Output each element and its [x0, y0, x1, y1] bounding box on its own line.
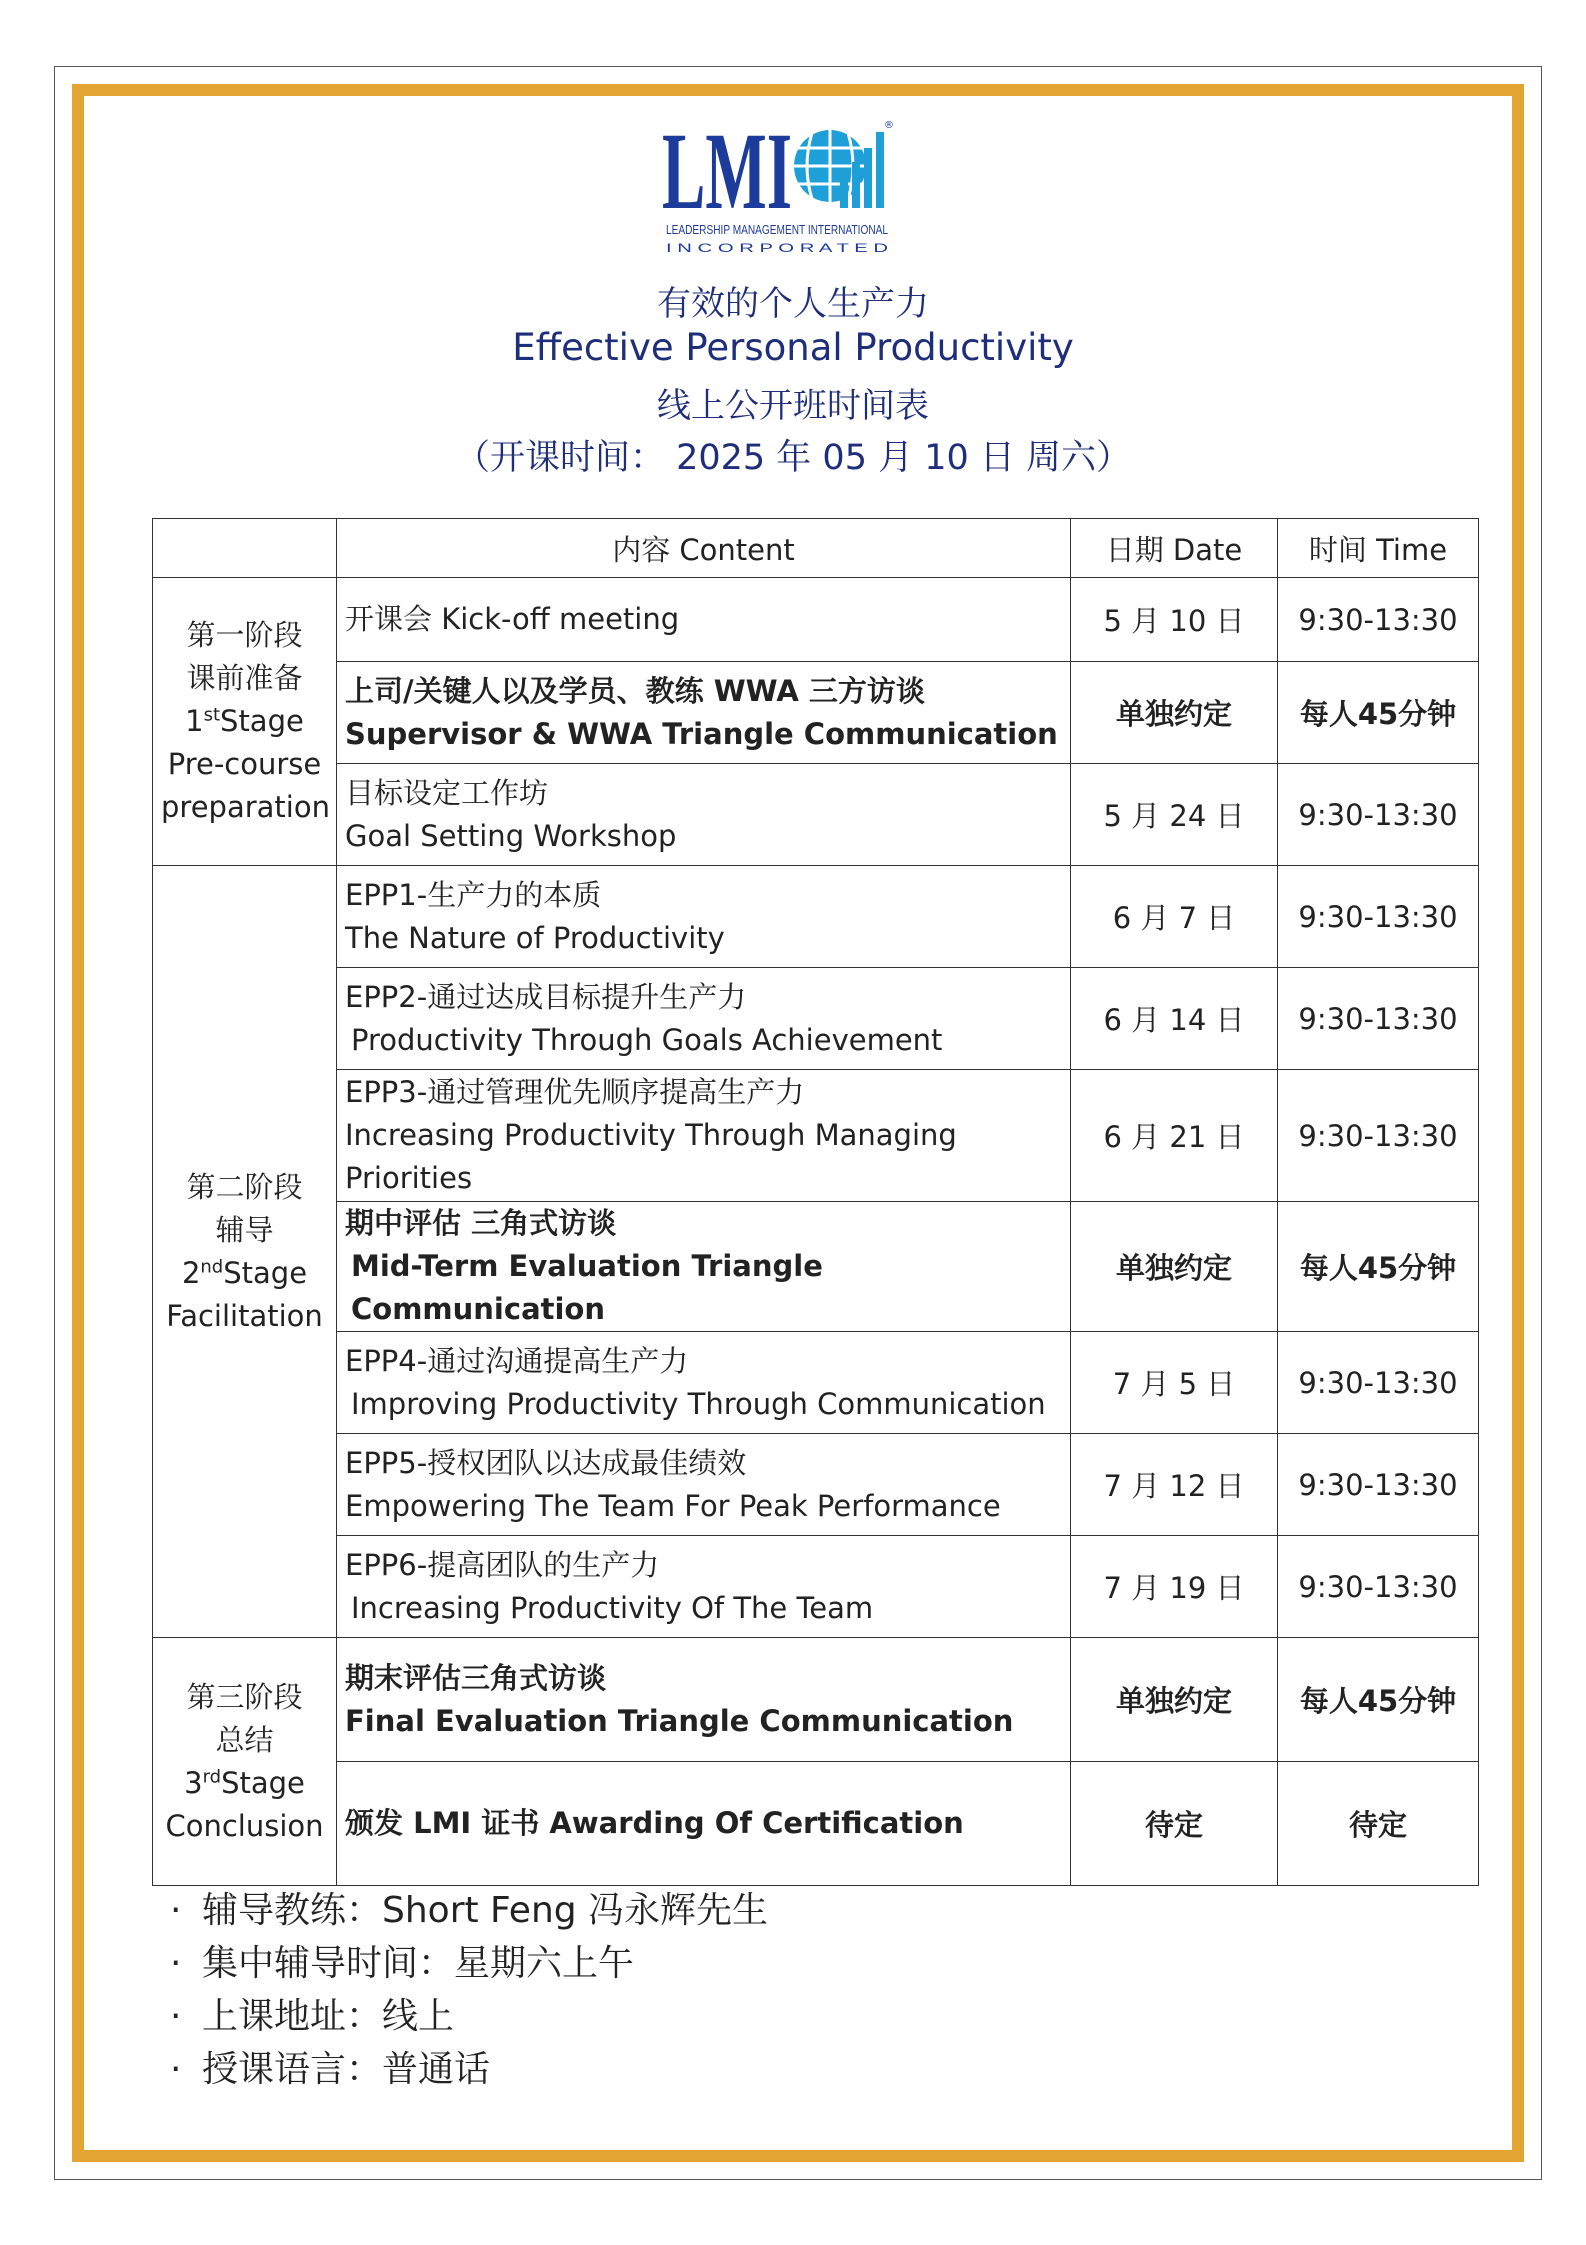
content-cell: 期末评估三角式访谈 Final Evaluation Triangle Communication — [337, 1638, 1071, 1762]
header-content: 内容 Content — [337, 519, 1071, 578]
stage-label-num: 2ndStage — [181, 1255, 308, 1290]
date-cell: 单独约定 — [1071, 1202, 1278, 1332]
table-row — [153, 1434, 1479, 1536]
time-cell: 9:30-13:30 — [1278, 866, 1479, 968]
note-item: · 集中辅导时间：星期六上午 — [170, 1943, 635, 1984]
stage-label-cn: 总结 — [215, 1722, 274, 1757]
stage-3-cell — [153, 1638, 337, 1886]
stage-label-en: Facilitation — [166, 1298, 323, 1333]
time-cell: 9:30-13:30 — [1278, 578, 1479, 662]
lmi-logo-graphic — [662, 118, 894, 264]
table-row — [153, 968, 1479, 1070]
stage-label-num: 1stStage — [185, 704, 304, 738]
table-row — [153, 662, 1479, 764]
content-cell: EPP2-通过达成目标提升生产力 Productivity Through Goals Achievement — [337, 968, 1071, 1070]
stage-label-cn: 第三阶段 — [186, 1679, 303, 1714]
time-cell: 9:30-13:30 — [1278, 1434, 1479, 1536]
content-cell: 开课会 Kick-off meeting — [337, 578, 1071, 662]
content-cell: 目标设定工作坊 Goal Setting Workshop — [337, 764, 1071, 866]
table-row — [153, 1762, 1479, 1886]
stage-label-cn: 第一阶段 — [186, 618, 303, 652]
time-cell: 待定 — [1278, 1762, 1479, 1886]
subtitle: 线上公开班时间表 — [657, 386, 929, 426]
stage-label-cn: 辅导 — [215, 1212, 274, 1247]
time-cell: 9:30-13:30 — [1278, 968, 1479, 1070]
time-cell: 每人45分钟 — [1278, 1638, 1479, 1762]
note-item: · 辅导教练：Short Feng 冯永辉先生 — [170, 1890, 769, 1931]
table-row — [153, 578, 1479, 662]
table-row — [153, 1638, 1479, 1762]
content-cell: EPP1-生产力的本质 The Nature of Productivity — [337, 866, 1071, 968]
date-cell: 6 月 21 日 — [1071, 1070, 1278, 1202]
title-en: Effective Personal Productivity — [512, 326, 1074, 369]
time-cell: 9:30-13:30 — [1278, 1332, 1479, 1434]
date-cell: 待定 — [1071, 1762, 1278, 1886]
header-date: 日期 Date — [1071, 519, 1278, 578]
table-row — [153, 1070, 1479, 1202]
stage-label-en: Pre-course — [167, 747, 322, 781]
time-cell: 9:30-13:30 — [1278, 1070, 1479, 1202]
header-stage — [153, 519, 337, 578]
time-cell: 9:30-13:30 — [1278, 1536, 1479, 1638]
registered-mark: ® — [884, 120, 894, 131]
start-date: （开课时间： 2025 年 05 月 10 日 周六） — [454, 438, 1132, 478]
stage-2-cell — [153, 866, 337, 1638]
stage-label-num: 3rdStage — [184, 1765, 305, 1800]
date-cell: 5 月 24 日 — [1071, 764, 1278, 866]
logo-line-2: I N C O R P O R A T E D — [666, 241, 889, 255]
date-cell: 6 月 7 日 — [1071, 866, 1278, 968]
content-cell: 期中评估 三角式访谈 Mid-Term Evaluation Triangle Communication — [337, 1202, 1071, 1332]
stage-1-cell — [153, 578, 337, 866]
header-time: 时间 Time — [1278, 519, 1479, 578]
title-cn: 有效的个人生产力 — [657, 284, 929, 324]
time-cell: 9:30-13:30 — [1278, 764, 1479, 866]
logo-wordmark: LMI — [662, 118, 792, 232]
lmi-logo — [662, 118, 894, 264]
schedule-table — [152, 518, 1479, 1886]
time-cell: 每人45分钟 — [1278, 1202, 1479, 1332]
date-cell: 7 月 5 日 — [1071, 1332, 1278, 1434]
logo-line-1: LEADERSHIP MANAGEMENT INTERNATIONAL — [666, 222, 888, 237]
table-row — [153, 866, 1479, 968]
table-row — [153, 764, 1479, 866]
table-header-row — [153, 519, 1479, 578]
content-cell: EPP4-通过沟通提高生产力 Improving Productivity Through Communication — [337, 1332, 1071, 1434]
content-cell: 上司/关键人以及学员、教练 WWA 三方访谈 Supervisor & WWA Triangle Communication — [337, 662, 1071, 764]
time-cell: 每人45分钟 — [1278, 662, 1479, 764]
table-row — [153, 1202, 1479, 1332]
stage-label-en: preparation — [161, 790, 330, 824]
date-cell: 单独约定 — [1071, 1638, 1278, 1762]
date-cell: 5 月 10 日 — [1071, 578, 1278, 662]
date-cell: 单独约定 — [1071, 662, 1278, 764]
content-cell: EPP5-授权团队以达成最佳绩效 Empowering The Team For Peak Performance — [337, 1434, 1071, 1536]
stage-label-en: Conclusion — [165, 1808, 324, 1843]
date-cell: 6 月 14 日 — [1071, 968, 1278, 1070]
content-cell: EPP6-提高团队的生产力 Increasing Productivity Of The Team — [337, 1536, 1071, 1638]
content-cell: EPP3-通过管理优先顺序提高生产力 Increasing Productivity Through Managing Priorities — [337, 1070, 1071, 1202]
date-cell: 7 月 12 日 — [1071, 1434, 1278, 1536]
content-cell: 颁发 LMI 证书 Awarding Of Certification — [337, 1762, 1071, 1886]
note-item: · 授课语言：普通话 — [170, 2049, 491, 2090]
table-row — [153, 1536, 1479, 1638]
note-item: · 上课地址：线上 — [170, 1996, 455, 2037]
table-row — [153, 1332, 1479, 1434]
stage-label-cn: 课前准备 — [186, 661, 303, 695]
stage-label-cn: 第二阶段 — [186, 1169, 303, 1204]
notes-list — [170, 1884, 768, 2096]
date-cell: 7 月 19 日 — [1071, 1536, 1278, 1638]
